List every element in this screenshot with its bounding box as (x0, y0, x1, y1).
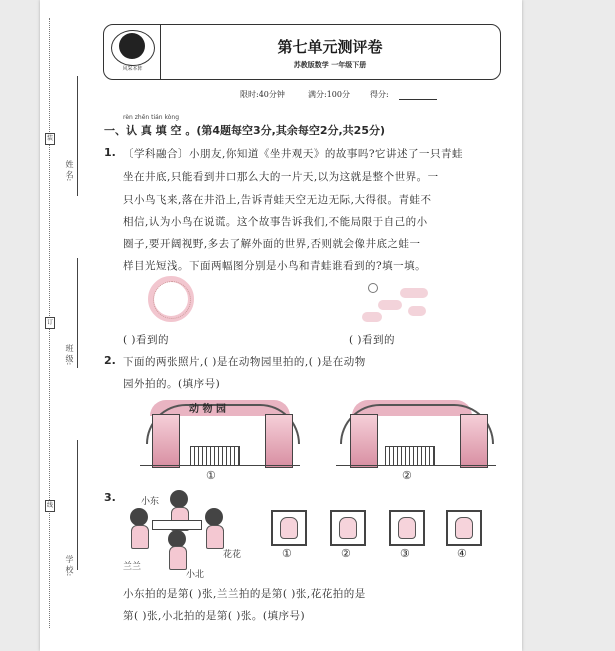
name-label-xiaobei: 小北 (186, 570, 205, 580)
cloud-icon (362, 312, 382, 322)
table (152, 520, 202, 530)
gate-pillar (460, 414, 488, 468)
cloud-icon (400, 288, 428, 298)
page-title: 第七单元测评卷 (277, 38, 383, 56)
cloud-icon (378, 300, 402, 310)
lucky-cat-icon (339, 517, 357, 539)
class-underline (77, 258, 78, 368)
well-sky-inner (153, 281, 191, 319)
name-label-lanlan: 兰兰 (123, 562, 142, 572)
viewer-gutter-left (0, 0, 40, 651)
lucky-cat-icon (455, 517, 473, 539)
image-label: ① (206, 469, 216, 482)
gate-pillar (265, 414, 293, 468)
question-number: 3. (104, 491, 116, 504)
question-text-line: 只小鸟飞来,落在井沿上,告诉青蛙天空无边无际,大得很。青蛙不 (123, 194, 432, 206)
question-text-line: 园外拍的。(填序号) (123, 378, 221, 390)
photo-label: ① (282, 547, 292, 560)
time-limit: 限时:40分钟 (240, 90, 285, 99)
gate-fence (190, 446, 240, 466)
score-label: 得分: (370, 90, 389, 99)
caption-right: ( )看到的 (349, 334, 396, 346)
image-label: ② (402, 469, 412, 482)
binding-tag: 装 (45, 133, 55, 145)
section-title: 一、认 真 填 空 。(第4题每空3分,其余每空2分,共25分) (104, 124, 385, 137)
zoo-sign: 动 物 园 (189, 404, 226, 415)
name-underline (77, 76, 78, 196)
lucky-cat-icon (398, 517, 416, 539)
child-figure (130, 508, 148, 526)
name-label: 姓 名: (65, 160, 74, 182)
binding-tag: 线 (45, 500, 55, 512)
photo-label: ② (341, 547, 351, 560)
gate-pillar (152, 414, 180, 468)
name-label-xiaodong: 小东 (141, 497, 160, 507)
school-label: 学 校: (65, 555, 74, 577)
question-text-line: 〔学科融合〕小朋友,你知道《坐井观天》的故事吗?它讲述了一只青蛙 (123, 148, 463, 160)
ground-line (140, 465, 300, 466)
caption-left: ( )看到的 (123, 334, 170, 346)
logo-text: 风采本阵 (122, 66, 143, 72)
question-text-line: 圈子,要开阔视野,多去了解外面的世界,否则就会像井底之蛙一 (123, 238, 421, 250)
photo-label: ③ (400, 547, 410, 560)
section-pinyin: rèn zhēn tián kòng (123, 114, 180, 121)
lucky-cat-icon (280, 517, 298, 539)
child-figure (170, 490, 188, 508)
full-score: 满分:100分 (308, 90, 350, 99)
question-number: 2. (104, 354, 116, 367)
question-text-line: 样目光短浅。下面两幅图分别是小鸟和青蛙谁看到的?填一填。 (123, 260, 427, 272)
child-figure-body (169, 546, 187, 570)
question-number: 1. (104, 146, 116, 159)
gate-fence (385, 446, 435, 466)
question-text-line: 第( )张,小北拍的是第( )张。(填序号) (123, 610, 306, 622)
score-blank (399, 99, 437, 100)
cloud-icon (408, 306, 426, 316)
question-text-line: 相信,认为小鸟在说谎。这个故事告诉我们,不能局限于自己的小 (123, 216, 428, 228)
sun-icon (368, 283, 378, 293)
question-text-line: 小东拍的是第( )张,兰兰拍的是第( )张,花花拍的是 (123, 588, 366, 600)
class-label: 班 级: (65, 344, 74, 366)
child-figure-body (206, 525, 224, 549)
question-text-line: 下面的两张照片,( )是在动物园里拍的,( )是在动物 (123, 356, 366, 368)
logo-mark (119, 33, 145, 59)
school-underline (77, 440, 78, 570)
page-subtitle: 苏教版数学 一年级下册 (293, 61, 367, 69)
name-label-huahua: 花花 (223, 550, 242, 560)
viewer-gutter-right (522, 0, 615, 651)
child-figure-body (131, 525, 149, 549)
child-figure (205, 508, 223, 526)
ground-line (336, 465, 496, 466)
binding-tag: 订 (45, 317, 55, 329)
gate-pillar (350, 414, 378, 468)
photo-label: ④ (457, 547, 467, 560)
question-text-line: 坐在井底,只能看到井口那么大的一片天,以为这就是整个世界。一 (123, 171, 439, 183)
